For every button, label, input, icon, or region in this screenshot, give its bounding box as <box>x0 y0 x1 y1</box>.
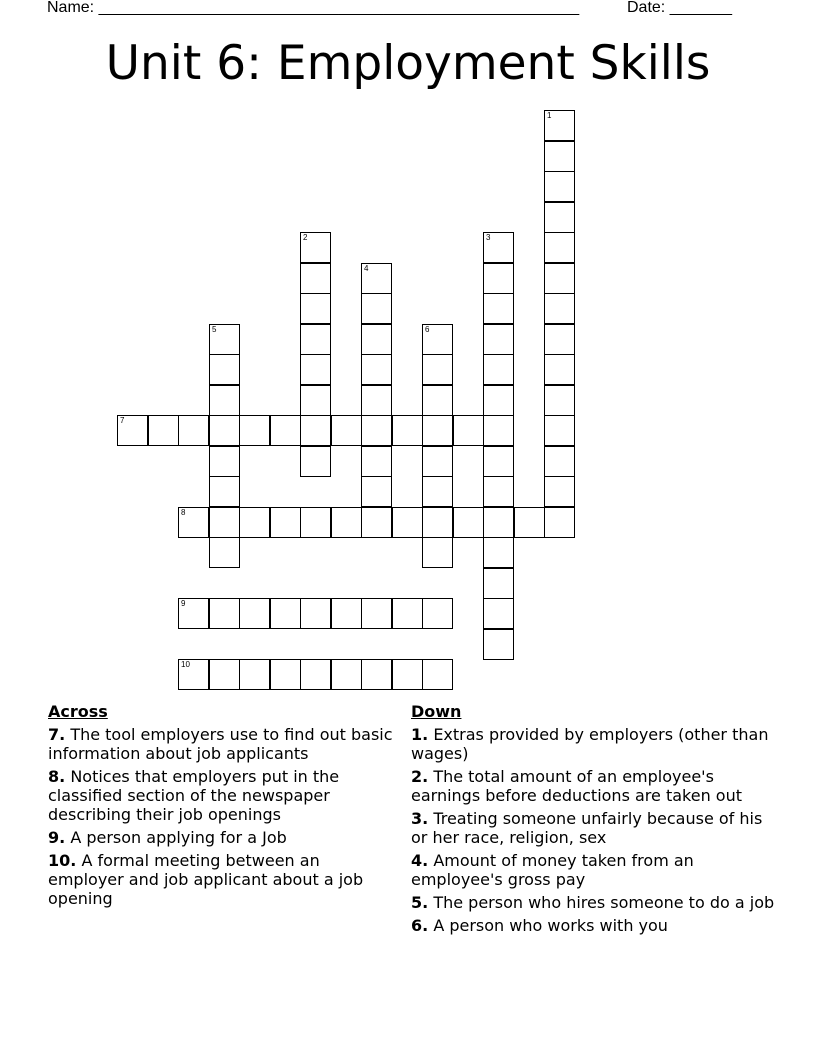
crossword-cell[interactable] <box>544 141 575 172</box>
down-clues <box>411 702 776 939</box>
clue-text: Notices that employers put in the classified section of the newspaper describing their job openings <box>48 767 340 824</box>
crossword-cell[interactable] <box>361 598 392 629</box>
clue-down-4 <box>411 851 776 889</box>
crossword-cell[interactable] <box>483 354 514 385</box>
crossword-cell[interactable] <box>178 415 209 446</box>
clue-down-3 <box>411 809 776 847</box>
crossword-cell[interactable] <box>422 537 453 568</box>
crossword-cell[interactable] <box>544 293 575 324</box>
clue-down-1 <box>411 725 776 763</box>
cell-number: 5 <box>212 325 217 334</box>
crossword-cell[interactable] <box>544 171 575 202</box>
date-field-label: Date: _______ <box>627 0 732 16</box>
clue-number: 3. <box>411 809 429 828</box>
crossword-cell[interactable] <box>300 324 331 355</box>
crossword-cell[interactable] <box>331 415 362 446</box>
clue-text: The total amount of an employee's earnings before deductions are taken out <box>411 767 742 805</box>
cell-number: 2 <box>303 233 308 242</box>
crossword-cell[interactable] <box>178 598 209 629</box>
clue-across-8 <box>48 767 393 824</box>
crossword-cell[interactable] <box>422 354 453 385</box>
clue-number: 10. <box>48 851 77 870</box>
crossword-cell[interactable] <box>300 415 331 446</box>
crossword-cell[interactable] <box>544 110 575 141</box>
crossword-cell[interactable] <box>483 507 514 538</box>
clue-text: Amount of money taken from an employee's gross pay <box>411 851 694 889</box>
cell-number: 1 <box>547 111 552 120</box>
crossword-cell[interactable] <box>209 537 240 568</box>
crossword-cell[interactable] <box>300 232 331 263</box>
cell-number: 9 <box>181 599 186 608</box>
crossword-cell[interactable] <box>483 629 514 660</box>
crossword-cell[interactable] <box>300 507 331 538</box>
cell-number: 4 <box>364 264 369 273</box>
crossword-cell[interactable] <box>422 598 453 629</box>
crossword-cell[interactable] <box>209 476 240 507</box>
crossword-cell[interactable] <box>453 415 484 446</box>
across-heading: Across <box>48 702 108 721</box>
cell-number: 7 <box>120 416 125 425</box>
clue-text: A formal meeting between an employer and job applicant about a job opening <box>48 851 364 908</box>
crossword-cell[interactable] <box>209 446 240 477</box>
crossword-cell[interactable] <box>300 354 331 385</box>
clue-number: 6. <box>411 916 429 935</box>
clue-down-2 <box>411 767 776 805</box>
clue-number: 8. <box>48 767 66 786</box>
crossword-cell[interactable] <box>544 385 575 416</box>
across-clues <box>48 702 393 912</box>
crossword-cell[interactable] <box>361 507 392 538</box>
crossword-cell[interactable] <box>270 415 301 446</box>
page-title: Unit 6: Employment Skills <box>105 36 711 91</box>
crossword-cell[interactable] <box>392 415 423 446</box>
crossword-cell[interactable] <box>422 415 453 446</box>
crossword-cell[interactable] <box>483 415 514 446</box>
clue-number: 2. <box>411 767 429 786</box>
crossword-cell[interactable] <box>361 446 392 477</box>
crossword-cell[interactable] <box>483 446 514 477</box>
clue-number: 7. <box>48 725 66 744</box>
crossword-cell[interactable] <box>361 415 392 446</box>
crossword-cell[interactable] <box>483 324 514 355</box>
crossword-cell[interactable] <box>300 385 331 416</box>
crossword-cell[interactable] <box>300 263 331 294</box>
crossword-cell[interactable] <box>544 232 575 263</box>
crossword-cell[interactable] <box>178 659 209 690</box>
down-heading: Down <box>411 702 462 721</box>
crossword-cell[interactable] <box>392 659 423 690</box>
crossword-cell[interactable] <box>483 293 514 324</box>
clue-text: A person who works with you <box>433 916 668 935</box>
crossword-cell[interactable] <box>483 263 514 294</box>
crossword-cell[interactable] <box>300 446 331 477</box>
crossword-cell[interactable] <box>422 659 453 690</box>
clue-text: The person who hires someone to do a job <box>433 893 775 912</box>
crossword-cell[interactable] <box>331 598 362 629</box>
clue-down-5 <box>411 893 776 912</box>
crossword-cell[interactable] <box>422 385 453 416</box>
clue-number: 9. <box>48 828 66 847</box>
name-field-label: Name: ______________________________________________________ <box>47 0 580 16</box>
crossword-cell[interactable] <box>239 415 270 446</box>
clue-across-9 <box>48 828 393 847</box>
crossword-cell[interactable] <box>544 324 575 355</box>
crossword-cell[interactable] <box>331 507 362 538</box>
clue-number: 5. <box>411 893 429 912</box>
crossword-cell[interactable] <box>331 659 362 690</box>
crossword-cell[interactable] <box>544 202 575 233</box>
crossword-cell[interactable] <box>209 415 240 446</box>
clue-text: A person applying for a Job <box>70 828 287 847</box>
crossword-cell[interactable] <box>422 324 453 355</box>
crossword-cell[interactable] <box>544 354 575 385</box>
crossword-cell[interactable] <box>209 324 240 355</box>
crossword-cell[interactable] <box>361 293 392 324</box>
crossword-cell[interactable] <box>239 507 270 538</box>
crossword-cell[interactable] <box>178 507 209 538</box>
crossword-cell[interactable] <box>239 598 270 629</box>
crossword-cell[interactable] <box>422 507 453 538</box>
cell-number: 8 <box>181 508 186 517</box>
crossword-cell[interactable] <box>483 385 514 416</box>
crossword-cell[interactable] <box>544 263 575 294</box>
crossword-cell[interactable] <box>361 659 392 690</box>
clue-down-6 <box>411 916 776 935</box>
crossword-cell[interactable] <box>361 476 392 507</box>
crossword-cell[interactable] <box>361 263 392 294</box>
crossword-cell[interactable] <box>422 446 453 477</box>
crossword-cell[interactable] <box>514 507 545 538</box>
crossword-cell[interactable] <box>209 385 240 416</box>
crossword-cell[interactable] <box>209 598 240 629</box>
clue-number: 4. <box>411 851 429 870</box>
clue-across-10 <box>48 851 393 908</box>
crossword-cell[interactable] <box>239 659 270 690</box>
crossword-cell[interactable] <box>209 354 240 385</box>
crossword-cell[interactable] <box>361 354 392 385</box>
crossword-cell[interactable] <box>361 385 392 416</box>
clue-number: 1. <box>411 725 429 744</box>
crossword-cell[interactable] <box>544 507 575 538</box>
cell-number: 10 <box>181 660 190 669</box>
clue-text: Extras provided by employers (other than wages) <box>411 725 769 763</box>
crossword-cell[interactable] <box>148 415 179 446</box>
crossword-cell[interactable] <box>483 537 514 568</box>
crossword-cell[interactable] <box>483 568 514 599</box>
crossword-cell[interactable] <box>544 415 575 446</box>
clue-text: Treating someone unfairly because of his or her race, religion, sex <box>411 809 763 847</box>
crossword-cell[interactable] <box>270 507 301 538</box>
crossword-cell[interactable] <box>483 232 514 263</box>
clue-across-7 <box>48 725 393 763</box>
crossword-cell[interactable] <box>392 598 423 629</box>
clue-text: The tool employers use to find out basic information about job applicants <box>48 725 393 763</box>
crossword-cell[interactable] <box>300 598 331 629</box>
crossword-cell[interactable] <box>209 659 240 690</box>
crossword-cell[interactable] <box>300 659 331 690</box>
crossword-cell[interactable] <box>300 293 331 324</box>
crossword-cell[interactable] <box>453 507 484 538</box>
crossword-cell[interactable] <box>544 476 575 507</box>
crossword-cell[interactable] <box>117 415 148 446</box>
crossword-cell[interactable] <box>544 446 575 477</box>
crossword-cell[interactable] <box>209 507 240 538</box>
crossword-cell[interactable] <box>270 659 301 690</box>
crossword-cell[interactable] <box>422 476 453 507</box>
crossword-cell[interactable] <box>392 507 423 538</box>
cell-number: 3 <box>486 233 491 242</box>
crossword-cell[interactable] <box>270 598 301 629</box>
crossword-cell[interactable] <box>361 324 392 355</box>
crossword-cell[interactable] <box>483 476 514 507</box>
cell-number: 6 <box>425 325 430 334</box>
crossword-cell[interactable] <box>483 598 514 629</box>
